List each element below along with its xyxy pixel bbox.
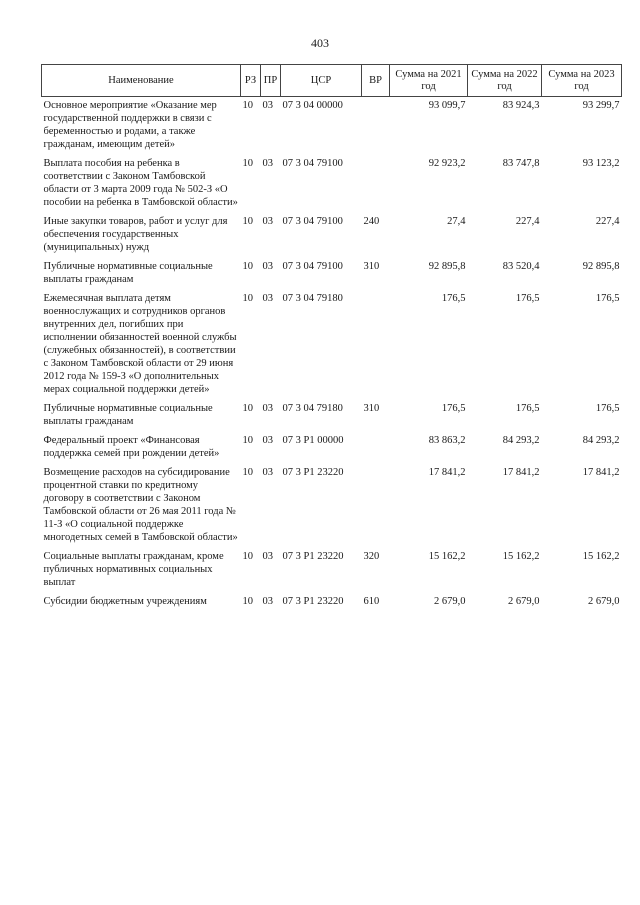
cell-sum-2022: 176,5 [515, 403, 540, 414]
cell-vr [362, 290, 390, 400]
cell-csr: 07 3 04 79100 [282, 158, 343, 169]
cell-vr: 320 [363, 551, 380, 562]
cell-pr: 03 [262, 403, 273, 414]
cell-rz: 10 [242, 216, 253, 227]
cell-csr: 07 3 P1 00000 [282, 435, 344, 446]
cell-rz: 10 [242, 261, 253, 272]
cell-vr: 310 [363, 261, 380, 272]
cell-pr: 03 [262, 596, 273, 607]
cell-csr: 07 3 P1 23220 [282, 596, 344, 607]
cell-sum-2023: 93 299,7 [582, 100, 620, 111]
cell-csr: 07 3 04 79100 [282, 261, 343, 272]
cell-sum-2021: 27,4 [447, 216, 466, 227]
page-number: 403 [311, 36, 329, 50]
cell-name: Выплата пособия на ребенка в соответствии с Законом Тамбовской области от 3 марта 2009 года № 502-З «О пособии на ребенка в Тамбовской области» [43, 158, 238, 208]
cell-vr [362, 432, 390, 464]
cell-vr: 240 [363, 216, 380, 227]
cell-rz: 10 [242, 435, 253, 446]
cell-vr [362, 155, 390, 213]
cell-sum-2021: 17 841,2 [428, 467, 466, 478]
cell-sum-2021: 92 923,2 [428, 158, 466, 169]
cell-sum-2021: 93 099,7 [428, 100, 466, 111]
cell-rz: 10 [242, 158, 253, 169]
cell-pr: 03 [262, 158, 273, 169]
table-row [42, 213, 622, 258]
budget-table [41, 64, 622, 612]
cell-sum-2023: 227,4 [595, 216, 620, 227]
table-row [42, 258, 622, 290]
column-header-sum-2022: Сумма на 2022 год [468, 65, 542, 97]
cell-vr: 310 [363, 403, 380, 414]
table-row [42, 593, 622, 612]
cell-csr: 07 3 04 00000 [282, 100, 343, 111]
column-header-sum-2023: Сумма на 2023 год [542, 65, 622, 97]
cell-pr: 03 [262, 435, 273, 446]
cell-sum-2023: 93 123,2 [582, 158, 620, 169]
cell-sum-2023: 176,5 [595, 293, 620, 304]
table-row [42, 548, 622, 593]
table-row [42, 155, 622, 213]
cell-csr: 07 3 04 79100 [282, 216, 343, 227]
cell-sum-2021: 176,5 [441, 403, 466, 414]
cell-pr: 03 [262, 551, 273, 562]
cell-sum-2021: 83 863,2 [428, 435, 466, 446]
cell-name: Основное мероприятие «Оказание мер государственной поддержки в связи с беременностью и родами, а также гражданам, имеющим детей» [43, 100, 217, 150]
cell-name: Иные закупки товаров, работ и услуг для обеспечения государственных (муниципальных) нужд [43, 216, 228, 253]
cell-csr: 07 3 P1 23220 [282, 467, 344, 478]
column-header-vr: ВР [362, 65, 390, 97]
cell-csr: 07 3 P1 23220 [282, 551, 344, 562]
column-header-pr: ПР [261, 65, 281, 97]
table-row [42, 290, 622, 400]
cell-rz: 10 [242, 467, 253, 478]
column-header-csr: ЦСР [281, 65, 362, 97]
column-header-sum-2021: Сумма на 2021 год [390, 65, 468, 97]
table-row [42, 432, 622, 464]
cell-sum-2022: 84 293,2 [502, 435, 540, 446]
cell-sum-2021: 176,5 [441, 293, 466, 304]
cell-sum-2022: 17 841,2 [502, 467, 540, 478]
cell-name: Возмещение расходов на субсидирование процентной ставки по кредитному договору в соответствии с Законом Тамбовской области от 26 мая 2011 года № 11-З «О социальной поддержке многодетных семей в Тамбовской области» [43, 467, 238, 543]
column-header-rz: РЗ [241, 65, 261, 97]
cell-sum-2022: 176,5 [515, 293, 540, 304]
cell-pr: 03 [262, 261, 273, 272]
cell-sum-2021: 15 162,2 [428, 551, 466, 562]
cell-name: Ежемесячная выплата детям военнослужащих и сотрудников органов внутренних дел, погибших при исполнении обязанностей военной службы (служебных обязанностей), в соответствии с Законом Тамбовской области от 29 июня 2012 года № 159-З «О дополнительных мерах социальной поддержки детей» [43, 293, 237, 395]
cell-sum-2022: 83 924,3 [502, 100, 540, 111]
table-header-row [42, 65, 622, 97]
cell-rz: 10 [242, 551, 253, 562]
cell-sum-2023: 176,5 [595, 403, 620, 414]
cell-sum-2021: 92 895,8 [428, 261, 466, 272]
cell-sum-2022: 83 520,4 [502, 261, 540, 272]
cell-sum-2022: 15 162,2 [502, 551, 540, 562]
cell-sum-2021: 2 679,0 [434, 596, 466, 607]
cell-rz: 10 [242, 596, 253, 607]
cell-name: Социальные выплаты гражданам, кроме публичных нормативных социальных выплат [43, 551, 224, 588]
cell-rz: 10 [242, 100, 253, 111]
cell-sum-2023: 15 162,2 [582, 551, 620, 562]
cell-sum-2023: 84 293,2 [582, 435, 620, 446]
cell-vr: 610 [363, 596, 380, 607]
cell-name: Федеральный проект «Финансовая поддержка семей при рождении детей» [43, 435, 220, 459]
cell-rz: 10 [242, 403, 253, 414]
cell-pr: 03 [262, 100, 273, 111]
cell-sum-2022: 83 747,8 [502, 158, 540, 169]
cell-vr [362, 97, 390, 156]
cell-sum-2022: 227,4 [515, 216, 540, 227]
cell-name: Публичные нормативные социальные выплаты гражданам [43, 403, 213, 427]
cell-pr: 03 [262, 293, 273, 304]
table-body [42, 97, 622, 613]
table-row [42, 97, 622, 156]
cell-pr: 03 [262, 216, 273, 227]
cell-sum-2023: 92 895,8 [582, 261, 620, 272]
cell-csr: 07 3 04 79180 [282, 403, 343, 414]
table-row [42, 400, 622, 432]
cell-name: Публичные нормативные социальные выплаты гражданам [43, 261, 213, 285]
cell-vr [362, 464, 390, 548]
cell-sum-2022: 2 679,0 [508, 596, 540, 607]
cell-name: Субсидии бюджетным учреждениям [43, 596, 207, 607]
cell-rz: 10 [242, 293, 253, 304]
cell-sum-2023: 17 841,2 [582, 467, 620, 478]
cell-csr: 07 3 04 79180 [282, 293, 343, 304]
cell-sum-2023: 2 679,0 [588, 596, 620, 607]
table-row [42, 464, 622, 548]
column-header-name: Наименование [42, 65, 241, 97]
cell-pr: 03 [262, 467, 273, 478]
